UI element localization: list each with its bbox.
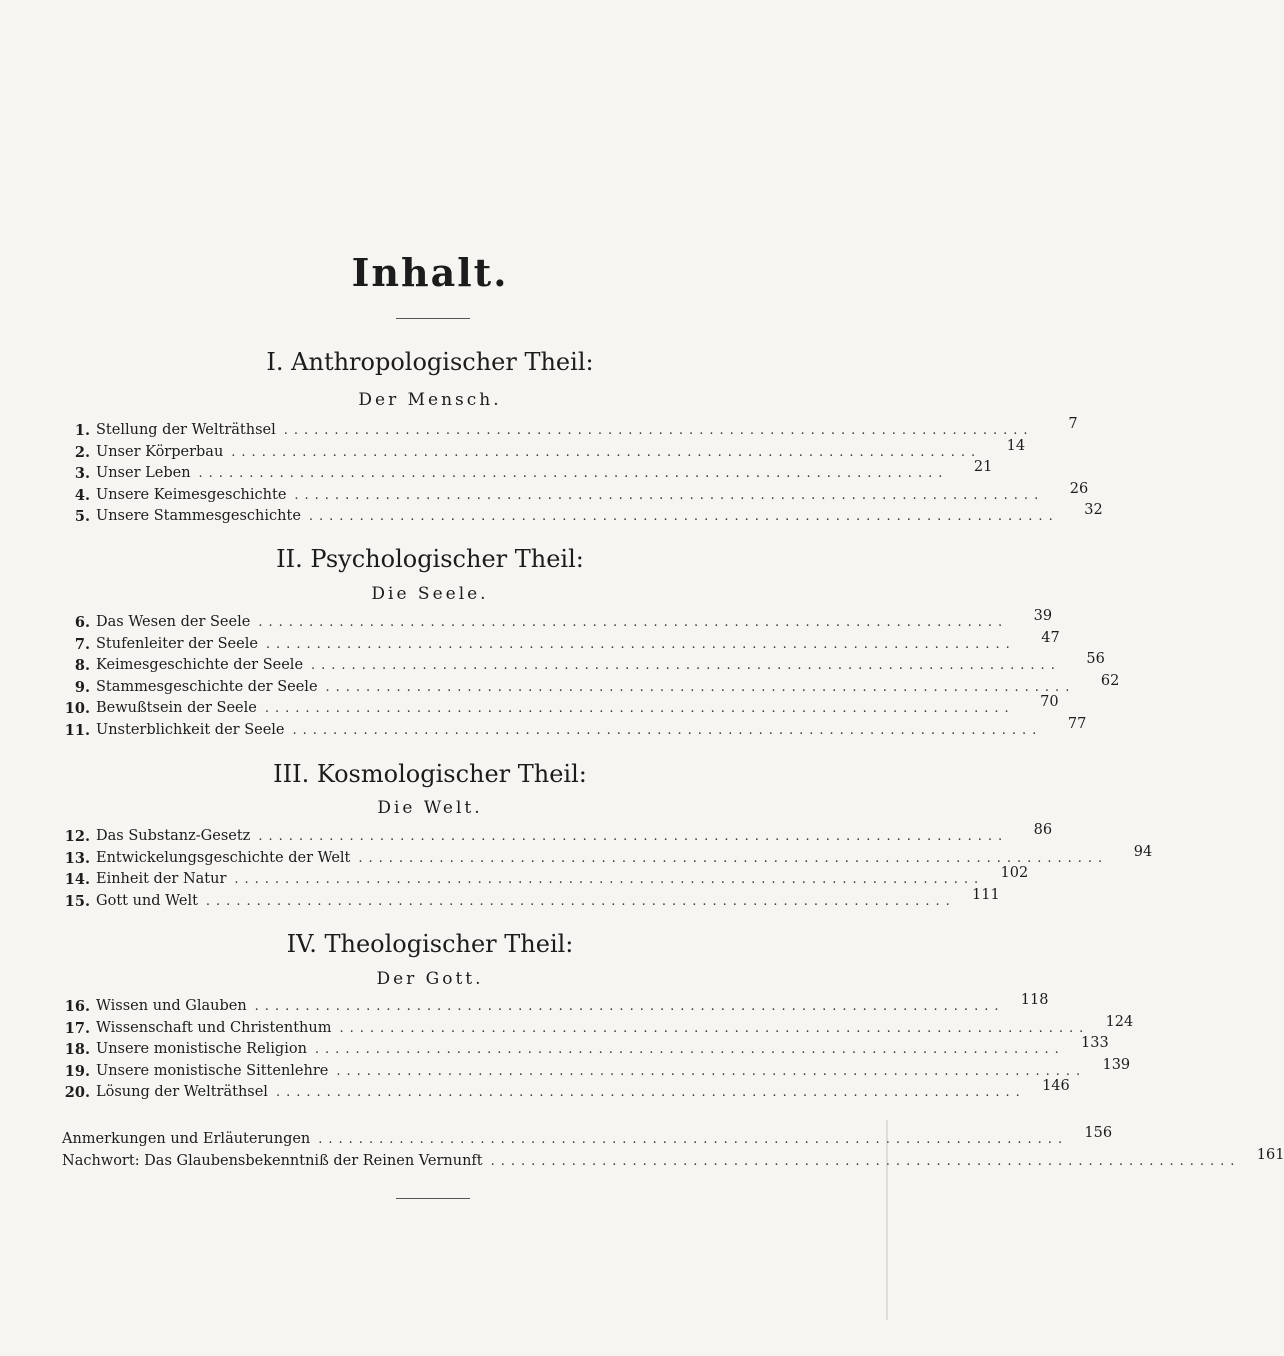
entry-page: 62 [1100, 672, 1120, 689]
entry-title: Anmerkungen und Erläuterungen [62, 1130, 311, 1147]
toc-entry [62, 1056, 1131, 1083]
leader-dots: .......................................................................... [311, 658, 1061, 673]
toc-entry [62, 1078, 1070, 1104]
entry-title: Wissen und Glauben [96, 998, 247, 1014]
entry-number: 16. [64, 998, 90, 1015]
toc-entry [62, 843, 1153, 870]
entry-page: 26 [1069, 480, 1089, 497]
entry-title: Nachwort: Das Glaubensbekenntniß der Reinen Vernunft [62, 1152, 483, 1169]
entry-page: 146 [1042, 1078, 1070, 1094]
part-subheading-3: Die Welt. [377, 798, 483, 818]
entry-number: 15. [64, 892, 90, 910]
entry-page: 133 [1081, 1035, 1109, 1051]
entry-title: Bewußtsein der Seele [96, 700, 257, 716]
entry-title: Entwickelungsgeschichte der Welt [96, 849, 351, 866]
entry-page: 56 [1086, 651, 1105, 667]
entry-page: 118 [1020, 992, 1049, 1008]
entry-title: Unsterblichkeit der Seele [96, 721, 285, 738]
leader-dots: .......................................................................... [336, 1063, 1087, 1079]
entry-title: Das Substanz-Gesetz [96, 828, 251, 844]
toc-entry [62, 694, 1059, 720]
entry-title: Unsere monistische Religion [96, 1041, 307, 1057]
entry-page: 21 [973, 459, 993, 475]
entry-title: Stufenleiter der Seele [96, 635, 258, 652]
entry-number: 11. [64, 721, 90, 739]
leader-dots: .......................................................................... [264, 701, 1015, 716]
entry-page: 77 [1067, 715, 1087, 732]
entry-page: 156 [1084, 1124, 1113, 1141]
leader-dots: .......................................................................... [325, 679, 1076, 695]
part-heading-1: I. Anthropologischer Theil: [266, 348, 594, 376]
toc-entry [62, 1035, 1109, 1061]
entry-page: 7 [1068, 416, 1078, 432]
toc-entry [62, 1013, 1134, 1040]
leader-dots: .......................................................................... [308, 509, 1059, 524]
entry-title: Unsere Keimesgeschichte [96, 486, 287, 503]
toc-entry [62, 480, 1089, 507]
entry-number: 19. [64, 1062, 90, 1080]
entry-number: 20. [64, 1084, 90, 1101]
part-subheading-4: Der Gott. [376, 969, 484, 989]
leader-dots: .......................................................................... [358, 850, 1109, 866]
entry-title: Einheit der Natur [96, 871, 227, 887]
bottom-rule [396, 1198, 470, 1199]
toc-entry [62, 822, 1053, 848]
entry-number: 4. [74, 486, 90, 504]
entry-number: 12. [64, 828, 90, 845]
toc-entry [62, 459, 993, 485]
entry-title: Unsere Stammesgeschichte [96, 508, 301, 524]
toc-entry [62, 416, 1078, 442]
entry-title: Stammesgeschichte der Seele [96, 678, 318, 695]
entry-number: 6. [74, 614, 90, 631]
page-title: Inhalt. [351, 250, 509, 295]
toc-entry [62, 1146, 1284, 1172]
entry-title: Unsere monistische Sittenlehre [96, 1062, 329, 1079]
entry-number: 8. [74, 657, 90, 674]
entry-page: 32 [1084, 502, 1103, 518]
leader-dots: .......................................................................... [314, 1042, 1065, 1057]
part-subheading-2: Die Seele. [371, 584, 489, 604]
entry-title: Stellung der Welträthsel [96, 422, 276, 438]
entry-number: 3. [74, 465, 90, 482]
entry-page: 14 [1006, 437, 1026, 454]
entry-page: 111 [972, 886, 1000, 903]
part-heading-3: III. Kosmologischer Theil: [273, 760, 587, 788]
toc-entry [62, 437, 1026, 464]
entry-number: 5. [74, 508, 90, 525]
toc-entry [62, 886, 1000, 913]
entry-number: 7. [74, 635, 90, 653]
leader-dots: .......................................................................... [231, 444, 982, 460]
toc-entry [62, 502, 1103, 528]
entry-title: Keimesgeschichte der Seele [96, 657, 304, 673]
leader-dots: .......................................................................... [275, 1085, 1026, 1100]
leader-dots: .......................................................................... [234, 872, 985, 887]
entry-page: 161 [1256, 1146, 1284, 1163]
entry-number: 2. [74, 443, 90, 461]
entry-title: Unser Leben [96, 465, 191, 481]
title-rule [396, 318, 470, 319]
toc-entry [62, 715, 1087, 742]
entry-number: 10. [64, 700, 90, 717]
toc-entry [62, 992, 1049, 1018]
entry-page: 139 [1102, 1056, 1131, 1073]
toc-entry [62, 865, 1029, 891]
entry-page: 39 [1033, 608, 1053, 624]
leader-dots: .......................................................................... [254, 999, 1005, 1014]
entry-page: 86 [1033, 822, 1053, 838]
entry-number: 17. [64, 1019, 90, 1037]
entry-page: 70 [1040, 694, 1059, 710]
toc-entry [62, 672, 1120, 699]
leader-dots: .......................................................................... [339, 1020, 1090, 1036]
entry-title: Unser Körperbau [96, 443, 224, 460]
entry-number: 1. [74, 422, 90, 439]
leader-dots: .......................................................................... [318, 1131, 1069, 1147]
page-edge-mark [886, 1120, 888, 1320]
toc-entry [62, 651, 1105, 677]
leader-dots: .......................................................................... [198, 466, 949, 481]
entry-title: Gott und Welt [96, 892, 198, 909]
entry-page: 102 [1000, 865, 1029, 881]
entry-page: 94 [1133, 843, 1153, 860]
part-subheading-1: Der Mensch. [358, 390, 502, 410]
entry-number: 14. [64, 871, 90, 888]
entry-page: 124 [1105, 1013, 1134, 1030]
entry-title: Lösung der Welträthsel [96, 1084, 268, 1100]
entry-number: 18. [64, 1041, 90, 1058]
toc-entry [62, 1124, 1113, 1150]
entry-title: Wissenschaft und Christenthum [96, 1019, 332, 1036]
leader-dots: .......................................................................... [258, 829, 1009, 844]
leader-dots: .......................................................................... [283, 423, 1034, 438]
entry-title: Das Wesen der Seele [96, 614, 251, 630]
part-entries-4 [62, 992, 1134, 1104]
entry-number: 13. [64, 849, 90, 867]
part-entries-2 [62, 608, 1120, 741]
part-entries-3 [62, 822, 1153, 912]
part-entries-1 [62, 416, 1103, 528]
leader-dots: .......................................................................... [490, 1153, 1241, 1169]
part-heading-2: II. Psychologischer Theil: [276, 545, 584, 573]
toc-entry [62, 629, 1060, 656]
leader-dots: .......................................................................... [294, 487, 1045, 503]
end-matter [62, 1124, 1284, 1172]
leader-dots: .......................................................................... [265, 636, 1016, 652]
entry-page: 47 [1041, 629, 1060, 646]
leader-dots: .......................................................................... [205, 893, 956, 909]
entry-number: 9. [74, 678, 90, 696]
toc-entry [62, 608, 1053, 634]
part-heading-4: IV. Theologischer Theil: [286, 930, 574, 958]
leader-dots: .......................................................................... [292, 722, 1043, 738]
leader-dots: .......................................................................... [258, 615, 1009, 630]
